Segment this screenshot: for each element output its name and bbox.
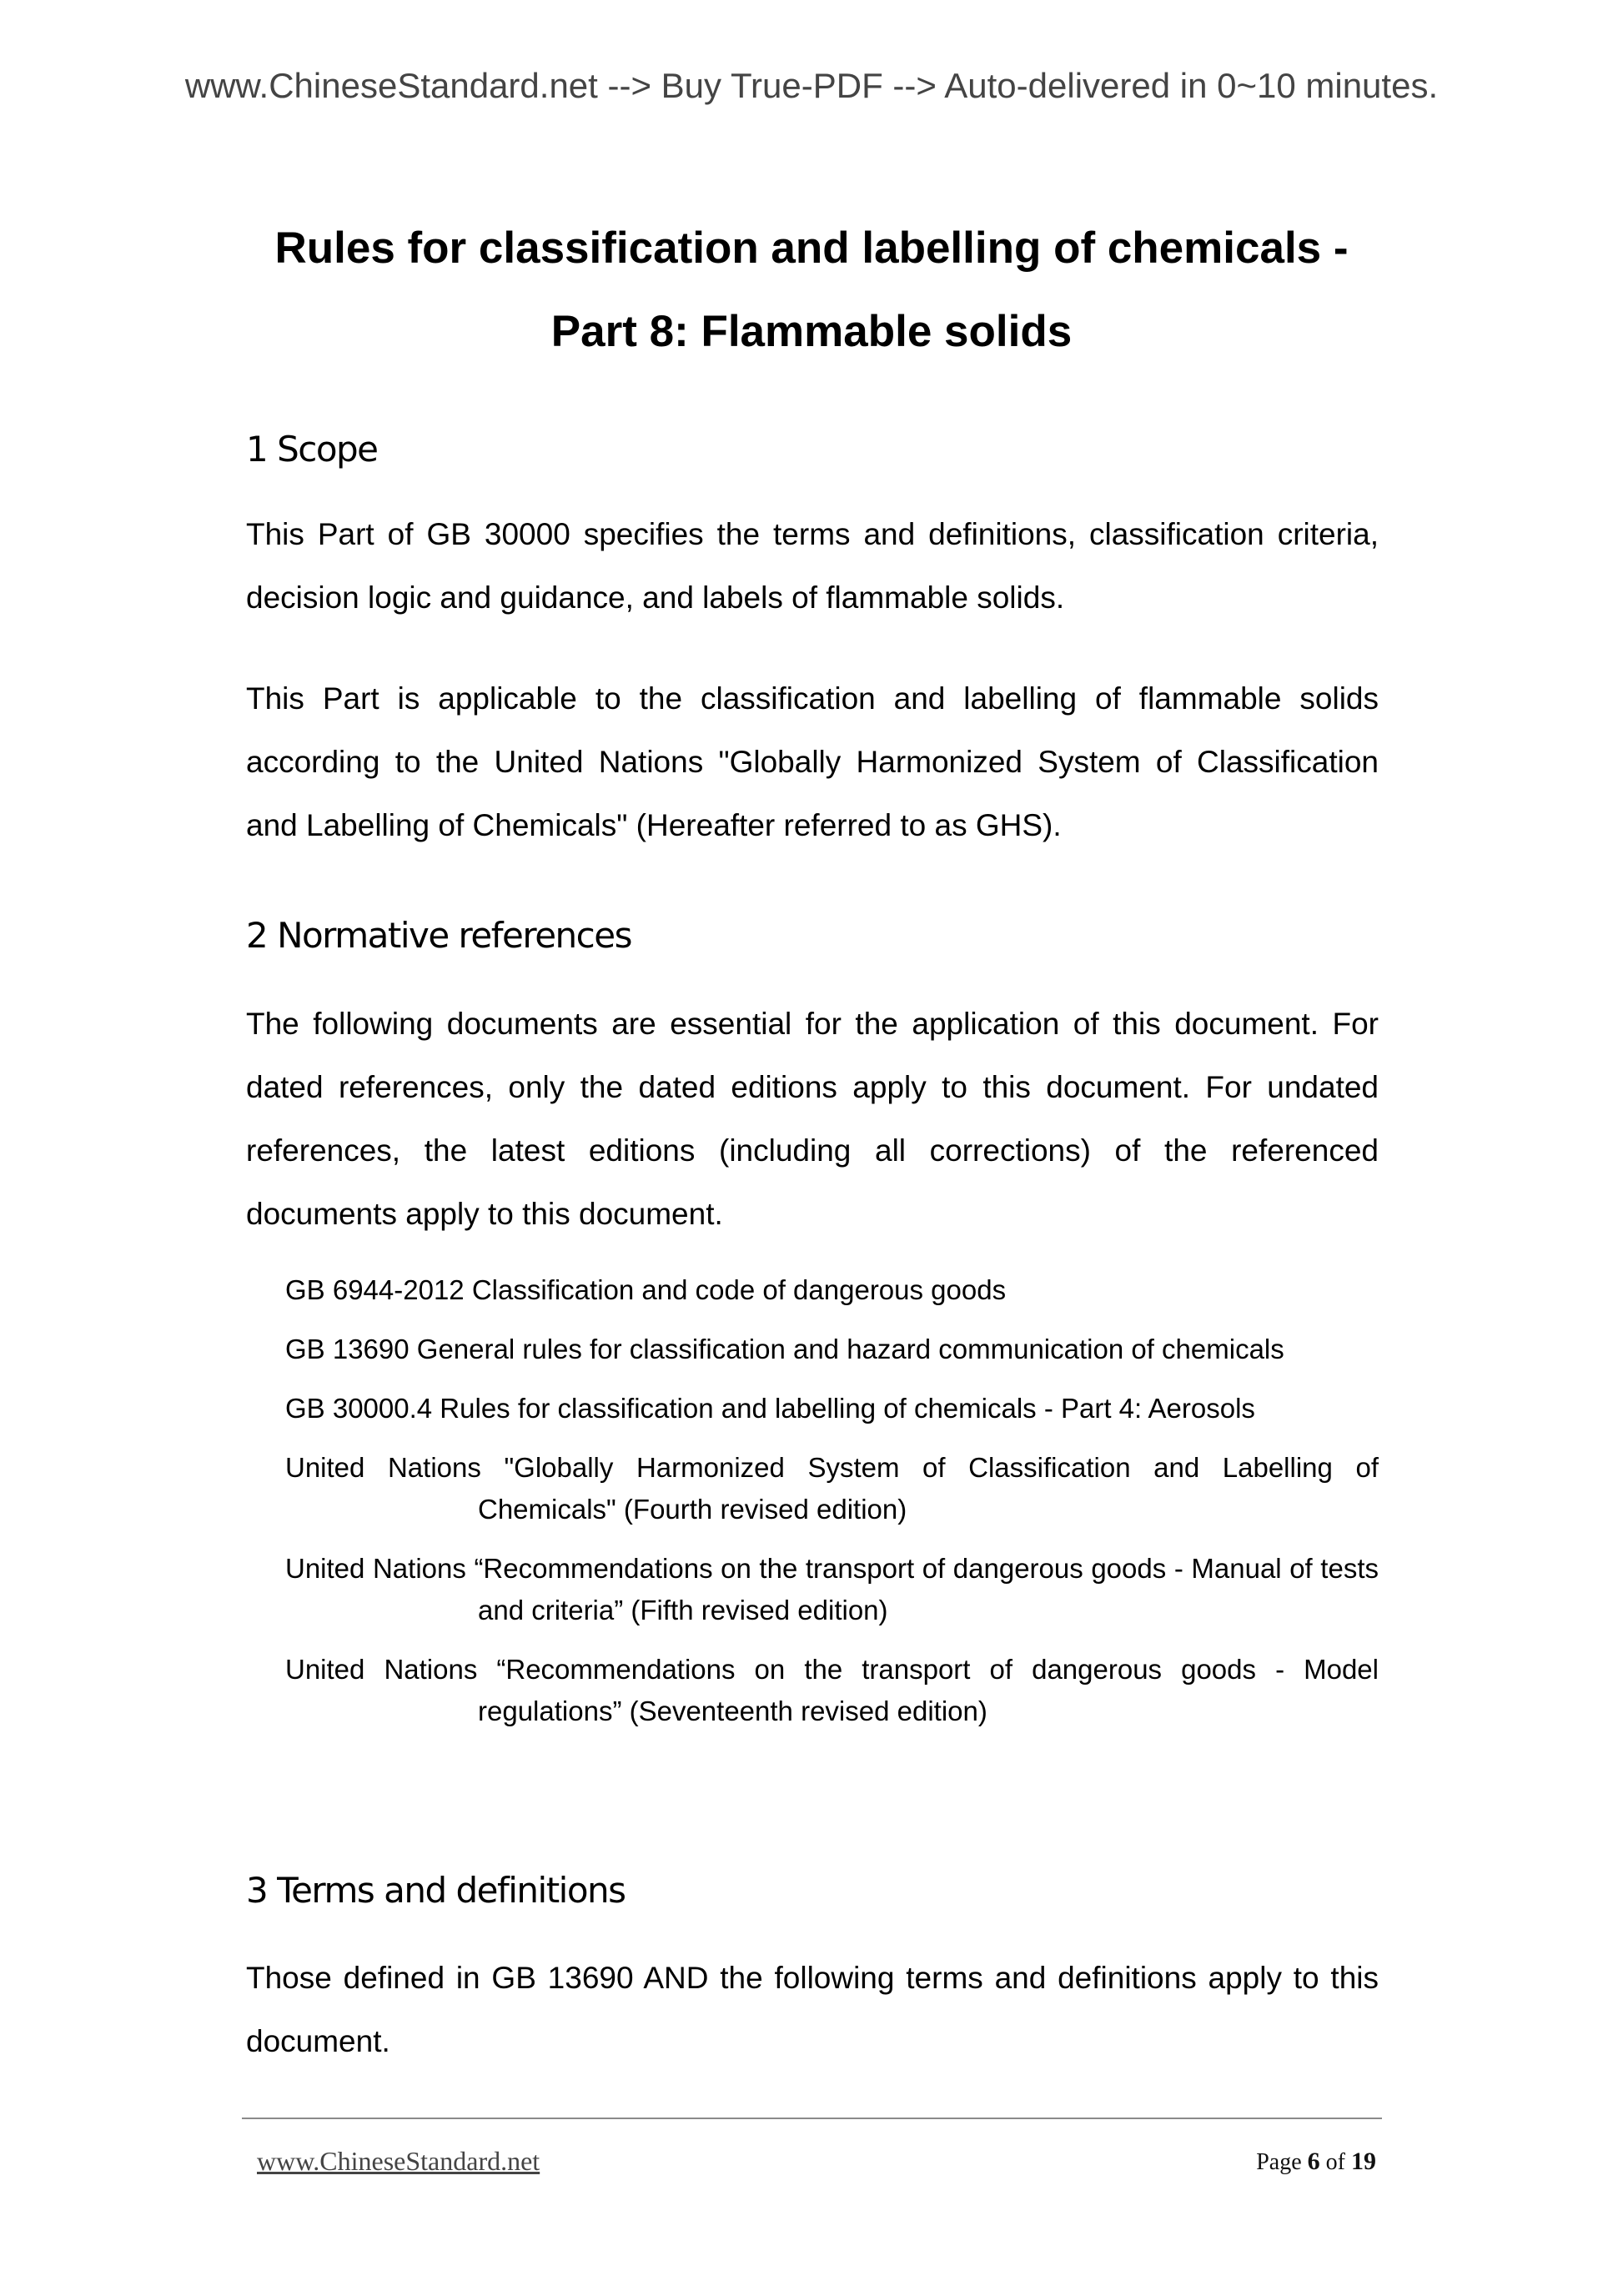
reference-item: GB 13690 General rules for classification and hazard communication of chemicals: [285, 1334, 1284, 1364]
scope-paragraph-2: This Part is applicable to the classification and labelling of flammable solids according to the United Nations "Globally Harmonized System of Classification and Labelling of Chemicals" (Hereafter referred to as GHS).: [246, 681, 1379, 842]
footer-site-link[interactable]: www.ChineseStandard.net: [257, 2146, 540, 2176]
document-title-line-2: Part 8: Flammable solids: [550, 307, 1073, 356]
reference-item: United Nations "Globally Harmonized System of Classification and Labelling of Chemicals" (Fourth revised edition): [285, 1452, 1379, 1525]
section-heading-terms-and-definitions: 3 Terms and definitions: [246, 1870, 626, 1911]
terms-paragraph: Those defined in GB 13690 AND the following terms and definitions apply to this document.: [246, 1961, 1379, 2058]
header-banner[interactable]: www.ChineseStandard.net --> Buy True-PDF --> Auto-delivered in 0~10 minutes.: [184, 66, 1439, 105]
page-of: of: [1325, 2149, 1345, 2175]
section-heading-normative-references: 2 Normative references: [246, 915, 631, 956]
footer-divider: [242, 2118, 1382, 2119]
reference-item: United Nations “Recommendations on the transport of dangerous goods - Model regulations” (Seventeenth revised edition): [285, 1654, 1379, 1726]
scope-paragraph-1: This Part of GB 30000 specifies the terms and definitions, classification criteria, decision logic and guidance, and labels of flammable solids.: [246, 517, 1379, 615]
page-total: 19: [1351, 2148, 1376, 2175]
reference-item: GB 6944-2012 Classification and code of dangerous goods: [285, 1274, 1007, 1305]
page-current: 6: [1307, 2148, 1320, 2175]
document-title-line-1: Rules for classification and labelling of chemicals -: [274, 224, 1349, 273]
reference-item: GB 30000.4 Rules for classification and labelling of chemicals - Part 4: Aerosols: [285, 1393, 1255, 1424]
reference-list: [285, 1269, 1379, 1750]
section-heading-scope: 1 Scope: [246, 429, 378, 470]
reference-item: United Nations “Recommendations on the transport of dangerous goods - Manual of tests and criteria” (Fifth revised edition): [285, 1553, 1379, 1625]
normative-references-paragraph: The following documents are essential for the application of this document. For dated references, only the dated editions apply to this document. For undated references, the latest editions (including all corrections) of the referenced documents apply to this document.: [246, 1007, 1379, 1231]
page-indicator: [1256, 2148, 1376, 2177]
page-prefix: Page: [1256, 2149, 1302, 2175]
